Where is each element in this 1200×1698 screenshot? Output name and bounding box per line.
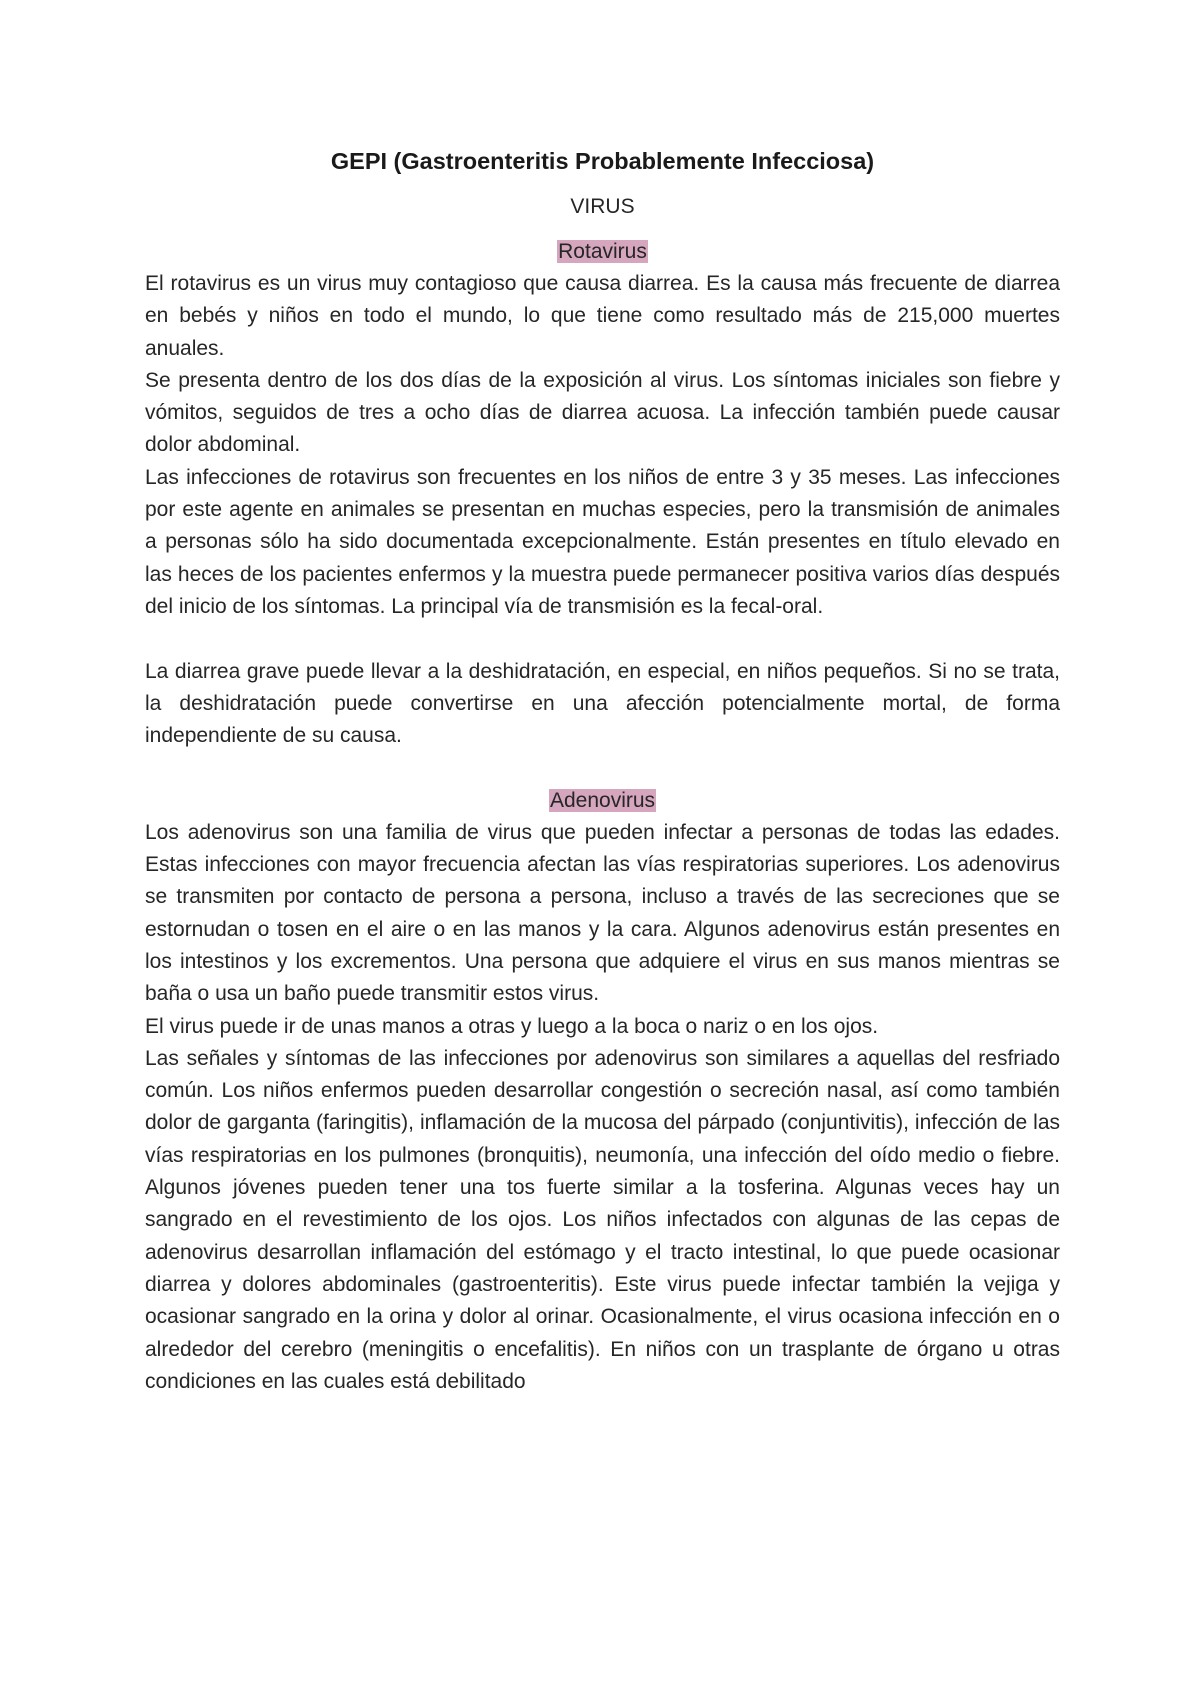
adenovirus-paragraph-2: El virus puede ir de unas manos a otras y luego a la boca o nariz o en los ojos. (145, 1014, 879, 1038)
section-heading-virus: VIRUS (570, 195, 635, 218)
rotavirus-paragraph-3: Las infecciones de rotavirus son frecuentes en los niños de entre 3 y 35 meses. Las infecciones por este agente en animales se presentan en muchas especies, pero la transmisión de animales a personas sólo ha sido documentada excepcionalmente. Están presentes en título elevado en las heces de los pacientes enfermos y la muestra puede permanecer positiva varios días después del inicio de los síntomas. La principal vía de transmisión es la fecal-oral. (145, 465, 1060, 618)
adenovirus-paragraph-1: Los adenovirus son una familia de virus que pueden infectar a personas de todas las edades. Estas infecciones con mayor frecuencia afectan las vías respiratorias superiores. Los adenovirus se transmiten por contacto de persona a persona, incluso a través de las secreciones que se estornudan o tosen en el aire o en las manos y la cara. Algunos adenovirus están presentes en los intestinos y los excrementos. Una persona que adquiere el virus en sus manos mientras se baña o usa un baño puede transmitir estos virus. (145, 820, 1060, 1006)
rotavirus-paragraph-2: Se presenta dentro de los dos días de la exposición al virus. Los síntomas iniciales son fiebre y vómitos, seguidos de tres a ocho días de diarrea acuosa. La infección también puede causar dolor abdominal. (145, 368, 1060, 457)
rotavirus-paragraph-1: El rotavirus es un virus muy contagioso que causa diarrea. Es la causa más frecuente de diarrea en bebés y niños en todo el mundo, lo que tiene como resultado más de 215,000 muertes anuales. (145, 272, 1060, 360)
subsection-heading-rotavirus-text: Rotavirus (558, 240, 647, 263)
blank-line (145, 752, 1060, 784)
blank-line (145, 623, 1060, 655)
adenovirus-paragraph-3: Las señales y síntomas de las infecciones por adenovirus son similares a aquellas del resfriado común. Los niños enfermos pueden desarrollar congestión o secreción nasal, así como también dolor de garganta (faringitis), inflamación de la mucosa del párpado (conjuntivitis), infección de las vías respiratorias en los pulmones (bronquitis), neumonía, una infección del oído medio o fiebre. Algunos jóvenes pueden tener una tos fuerte similar a la tosferina. Algunas veces hay un sangrado en el revestimiento de los ojos. Los niños infectados con algunas de las cepas de adenovirus desarrollan inflamación del estómago y el tracto intestinal, lo que puede ocasionar diarrea y dolores abdominales (gastroenteritis). Este virus puede infectar también la vejiga y ocasionar sangrado en la orina y dolor al orinar. Ocasionalmente, el virus ocasiona infección en o alrededor del cerebro (meningitis o encefalitis). En niños con un trasplante de órgano u otras condiciones en las cuales está debilitado (145, 1046, 1060, 1393)
subsection-heading-adenovirus-text: Adenovirus (549, 788, 656, 812)
document-body (145, 143, 1060, 1398)
rotavirus-paragraph-4: La diarrea grave puede llevar a la deshidratación, en especial, en niños pequeños. Si no se trata, la deshidratación puede convertirse en una afección potencialmente mortal, de forma independiente de su causa. (145, 659, 1060, 748)
subsection-heading-rotavirus (145, 236, 1060, 268)
subsection-heading-adenovirus (145, 785, 1060, 817)
document-title: GEPI (Gastroenteritis Probablemente Infecciosa) (330, 148, 875, 174)
